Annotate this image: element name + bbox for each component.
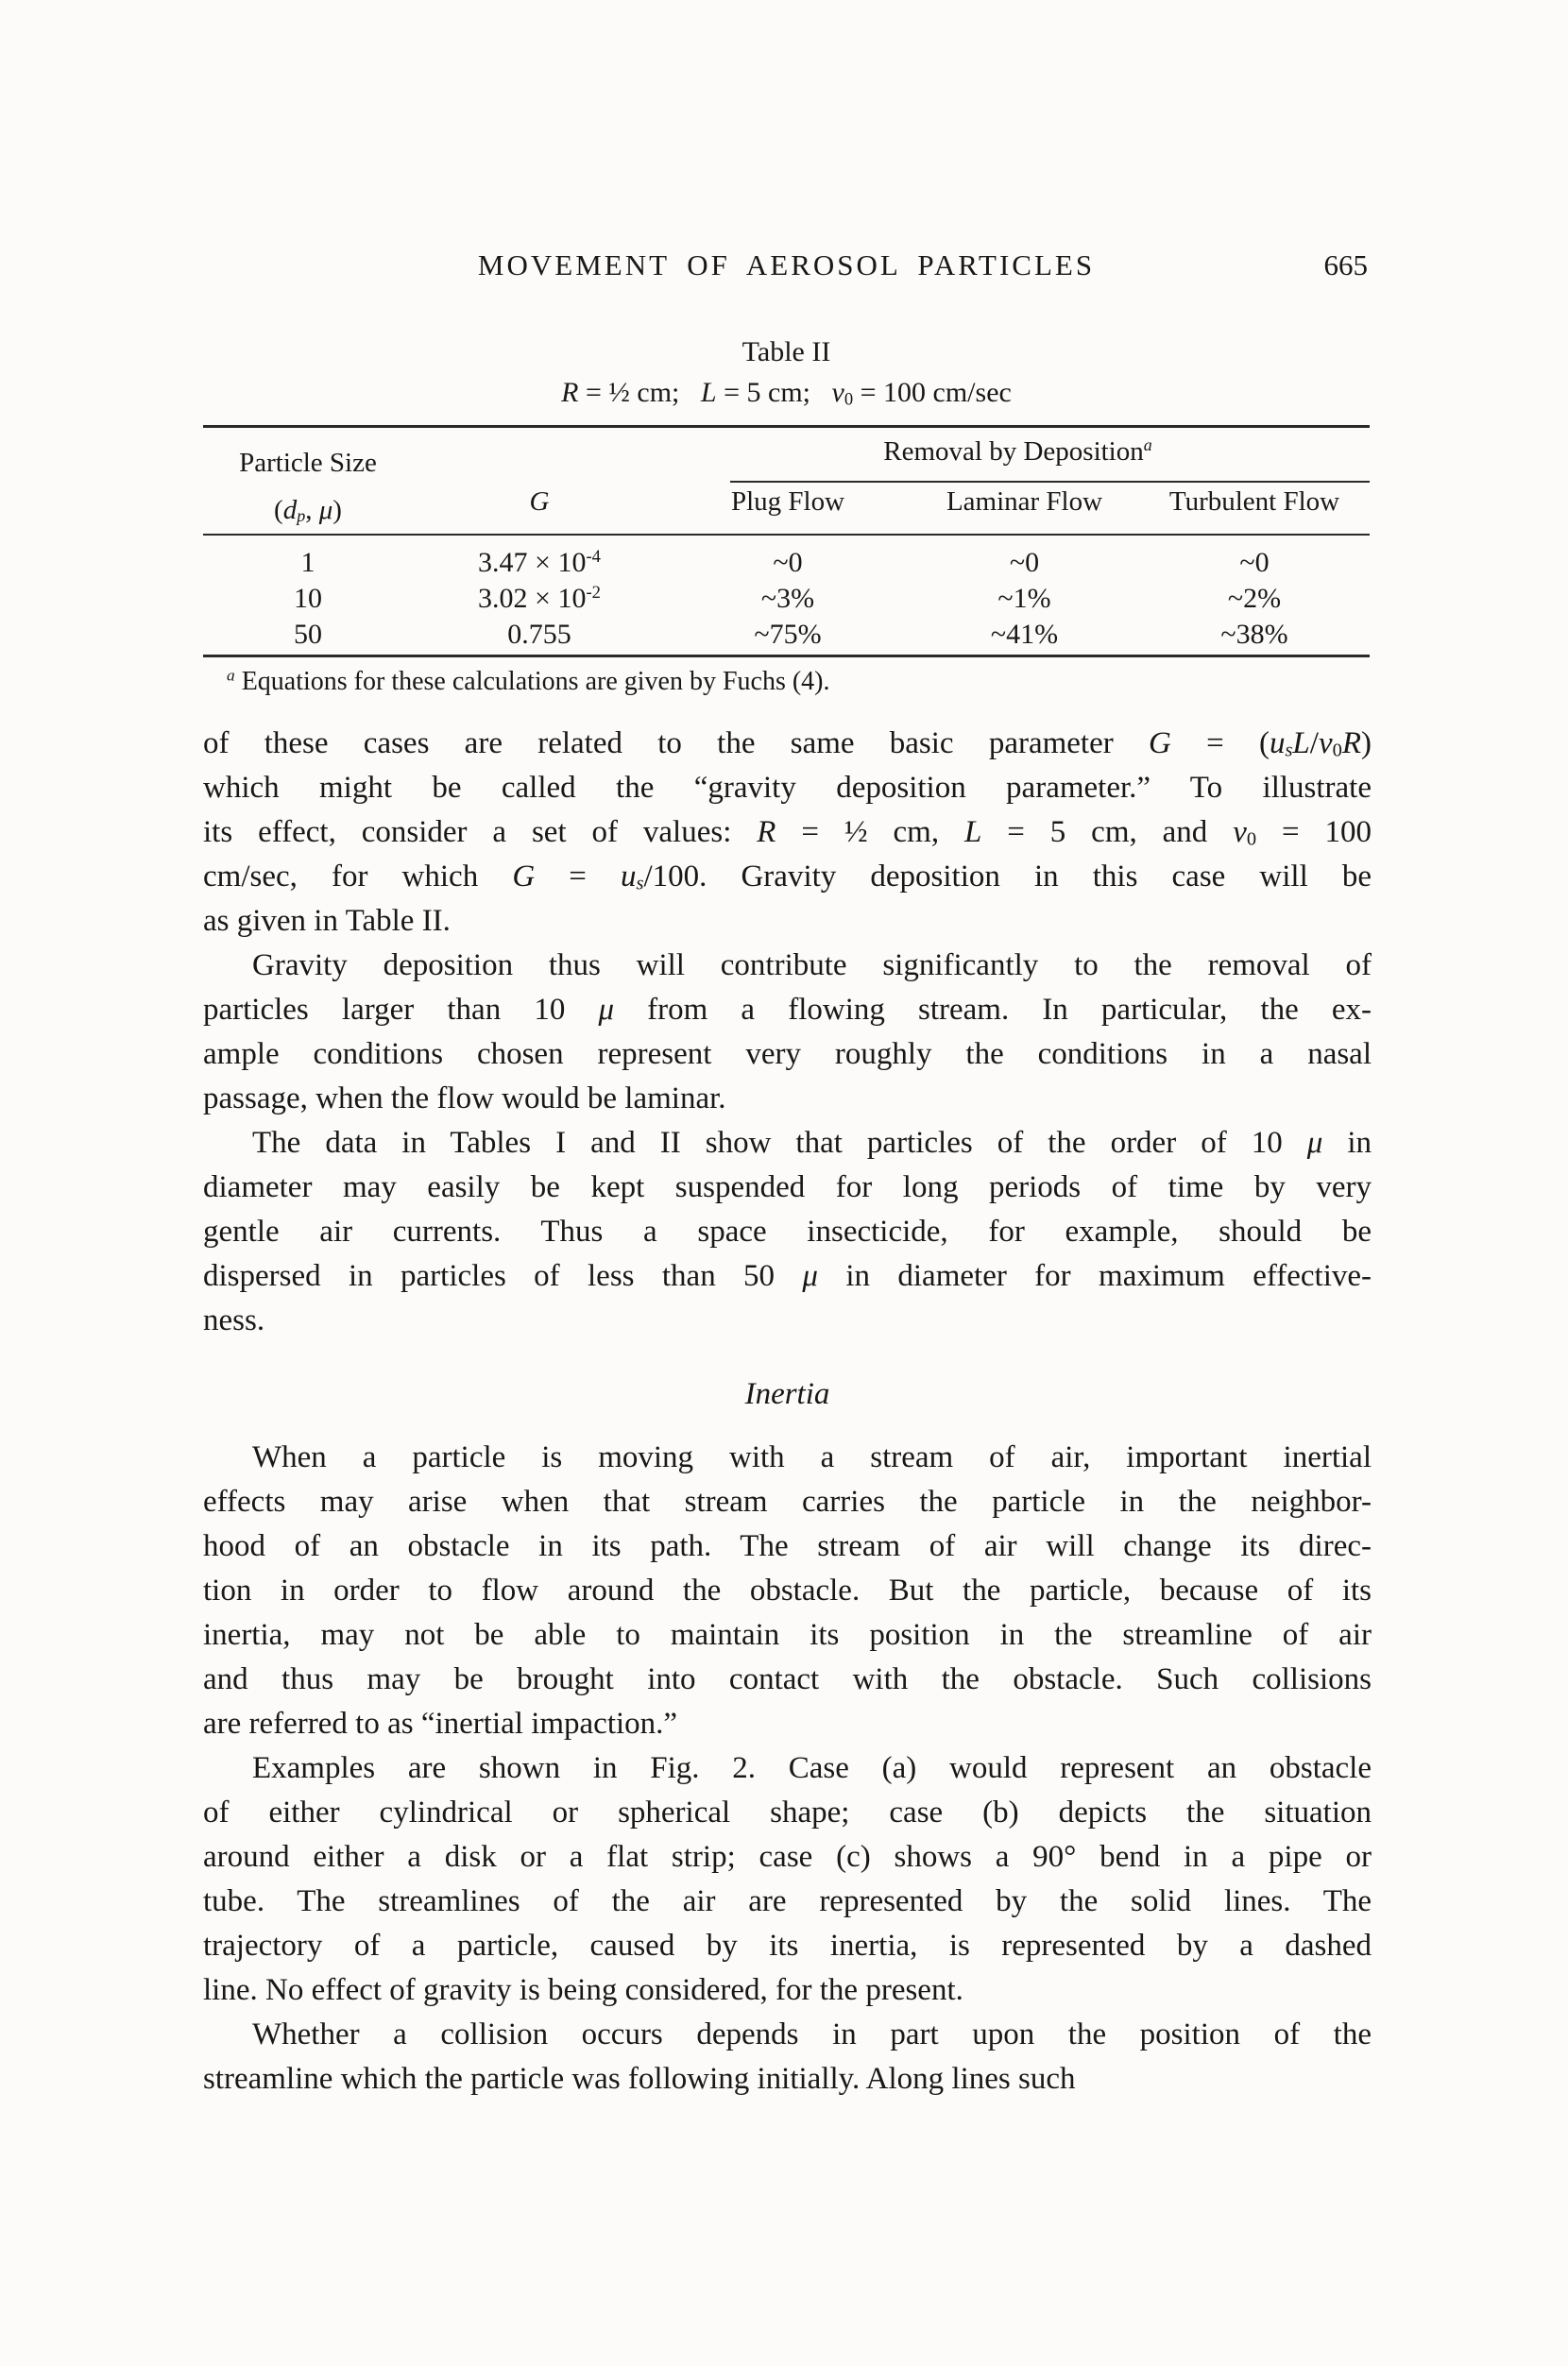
text-line: passage, when the flow would be laminar. [203,1081,726,1115]
text-line: tube. The streamlines of the air are represented by the solid lines. The [203,1884,1372,1918]
table-cell: 0.755 [507,619,571,650]
table-title: Table II [741,336,831,367]
table-cell: ~41% [990,619,1059,650]
text-line: ample conditions chosen represent very roughly the conditions in a nasal [203,1037,1372,1071]
table-rule-span [730,481,1370,483]
table-row [203,583,1370,615]
text-line: around either a disk or a flat strip; case (c) shows a 90° bend in a pipe or [203,1840,1372,1874]
text-line: hood of an obstacle in its path. The stream of air will change its direc- [203,1529,1372,1563]
text-line: diameter may easily be kept suspended for long periods of time by very [203,1170,1372,1204]
table-cell: ~0 [1009,547,1040,578]
text-line: gentle air currents. Thus a space insecticide, for example, should be [203,1215,1372,1249]
column-header-laminar-flow: Laminar Flow [946,486,1103,517]
table-cell: ~1% [997,583,1051,614]
column-header-removal-span: Removal by Deposition$^a$ [883,435,1152,467]
running-head [203,248,1370,286]
text-line: trajectory of a particle, caused by its inertia, is represented by a dashed [203,1929,1372,1963]
text-line: Examples are shown in Fig. 2. Case (a) would represent an obstacle [252,1751,1372,1785]
page-number: 665 [1323,248,1368,281]
text-line: ness. [203,1303,265,1337]
table-cell: $3.02 \times 10^{-2}$ [478,582,601,614]
text-line: particles larger than 10 μ from a flowing stream. In particular, the ex- [203,993,1372,1027]
text-line: which might be called the “gravity deposition parameter.” To illustrate [203,771,1372,805]
table-rule-top [203,425,1370,428]
table-rule-bottom [203,655,1370,657]
section-heading: Inertia [744,1377,830,1411]
table-cell: ~75% [754,619,822,650]
text-line: Whether a collision occurs depends in part upon the position of the [252,2017,1372,2051]
table-cell: 10 [294,583,322,614]
table-cell: 1 [300,547,315,578]
table-cell: ~2% [1227,583,1282,614]
text-line: line. No effect of gravity is being considered, for the present. [203,1973,963,2007]
table-cell: 50 [294,619,322,650]
table-cell: ~0 [773,547,803,578]
column-header-particle-size: Particle Size ($d_p$, μ) [239,448,377,526]
table-cell: ~3% [760,583,815,614]
table-footnote: $^a$ Equations for these calculations are given by Fuchs (4). [227,666,830,696]
text-line: as given in Table II. [203,904,451,938]
running-title: MOVEMENT OF AEROSOL PARTICLES [477,248,1096,281]
text-line: of these cases are related to the same basic parameter $G = (u_sL/v_0R)$ [203,726,1372,761]
text-line: inertia, may not be able to maintain its position in the streamline of air [203,1618,1372,1652]
table-row [203,547,1370,579]
text-line: tion in order to flow around the obstacle. But the particle, because of its [203,1574,1372,1608]
table-cell: ~38% [1220,619,1288,650]
column-header-plug-flow: Plug Flow [730,486,845,517]
text-line: When a particle is moving with a stream of air, important inertial [252,1440,1372,1474]
column-header-g: G [529,486,550,517]
text-line: streamline which the particle was following initially. Along lines such [203,2062,1076,2096]
column-header-turbulent-flow: Turbulent Flow [1168,486,1340,517]
text-line: dispersed in particles of less than 50 μ in diameter for maximum effective- [203,1259,1372,1293]
table-rule-mid [203,534,1370,536]
table-row [203,619,1370,651]
text-line: and thus may be brought into contact with the obstacle. Such collisions [203,1662,1372,1696]
text-line: cm/sec, for which $G = u_s/100$. Gravity deposition in this case will be [203,860,1372,894]
text-line: its effect, consider a set of values: R = ½ cm, L = 5 cm, and $v_0 = 100$ [203,815,1372,850]
text-line: are referred to as “inertial impaction.” [203,1707,678,1741]
text-line: effects may arise when that stream carries the particle in the neighbor- [203,1485,1372,1519]
text-line: The data in Tables I and II show that particles of the order of 10 μ in [252,1126,1372,1160]
body-text [203,722,1372,2102]
text-line: of either cylindrical or spherical shape; case (b) depicts the situation [203,1796,1372,1830]
text-line: Gravity deposition thus will contribute significantly to the removal of [252,948,1372,982]
table-cell: ~0 [1239,547,1270,578]
data-table [203,425,1370,661]
table-subtitle: R = ½ cm; L = 5 cm; $v_0 = 100$ cm/sec [561,377,1012,410]
table-cell: $3.47 \times 10^{-4}$ [478,546,601,578]
